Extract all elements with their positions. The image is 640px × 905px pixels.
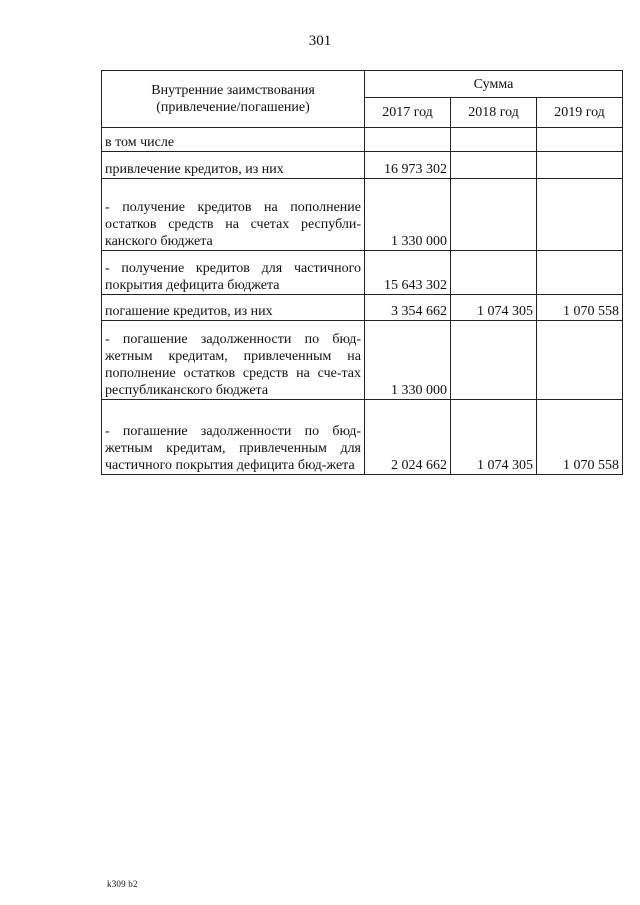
page-number: 301 <box>308 33 332 49</box>
header-year-2019: 2019 год <box>537 98 623 128</box>
header-year-2018: 2018 год <box>451 98 537 128</box>
value-2017 <box>365 128 451 152</box>
table-row <box>102 400 623 475</box>
table-row <box>102 128 623 152</box>
value-2018 <box>451 321 537 400</box>
value-2018 <box>451 152 537 179</box>
value-2018 <box>451 128 537 152</box>
table-row <box>102 321 623 400</box>
table-row <box>102 295 623 321</box>
value-2018 <box>451 251 537 295</box>
row-label: - погашение задолженности по бюд-жетным кредитам, привлеченным на пополнение остатков средств на сче-тах республиканского бюджета <box>102 321 365 400</box>
row-label: - погашение задолженности по бюд-жетным кредитам, привлеченным для частичного покрытия дефицита бюд-жета <box>102 400 365 475</box>
value-2019 <box>537 152 623 179</box>
row-label: - получение кредитов для частичного покрытия дефицита бюджета <box>102 251 365 295</box>
header-year-2017: 2017 год <box>365 98 451 128</box>
value-2017: 3 354 662 <box>365 295 451 321</box>
value-2018: 1 074 305 <box>451 295 537 321</box>
table-row <box>102 179 623 251</box>
value-2019 <box>537 251 623 295</box>
value-2017: 2 024 662 <box>365 400 451 475</box>
value-2017: 16 973 302 <box>365 152 451 179</box>
row-label: - получение кредитов на пополнение остатков средств на счетах республи-канского бюджета <box>102 179 365 251</box>
value-2019 <box>537 179 623 251</box>
value-2018: 1 074 305 <box>451 400 537 475</box>
value-2017: 1 330 000 <box>365 321 451 400</box>
value-2019: 1 070 558 <box>537 295 623 321</box>
value-2017: 15 643 302 <box>365 251 451 295</box>
header-sum: Сумма <box>365 71 623 98</box>
footer-code: k309 b2 <box>107 879 138 889</box>
value-2019 <box>537 128 623 152</box>
row-label: погашение кредитов, из них <box>102 295 365 321</box>
table-row <box>102 152 623 179</box>
row-label: в том числе <box>102 128 365 152</box>
value-2017: 1 330 000 <box>365 179 451 251</box>
table-row <box>102 251 623 295</box>
header-row-1 <box>102 71 623 98</box>
header-borrowings: Внутренние заимствования (привлечение/погашение) <box>102 71 365 128</box>
value-2019 <box>537 321 623 400</box>
value-2019: 1 070 558 <box>537 400 623 475</box>
borrowings-table <box>101 70 623 475</box>
value-2018 <box>451 179 537 251</box>
row-label: привлечение кредитов, из них <box>102 152 365 179</box>
